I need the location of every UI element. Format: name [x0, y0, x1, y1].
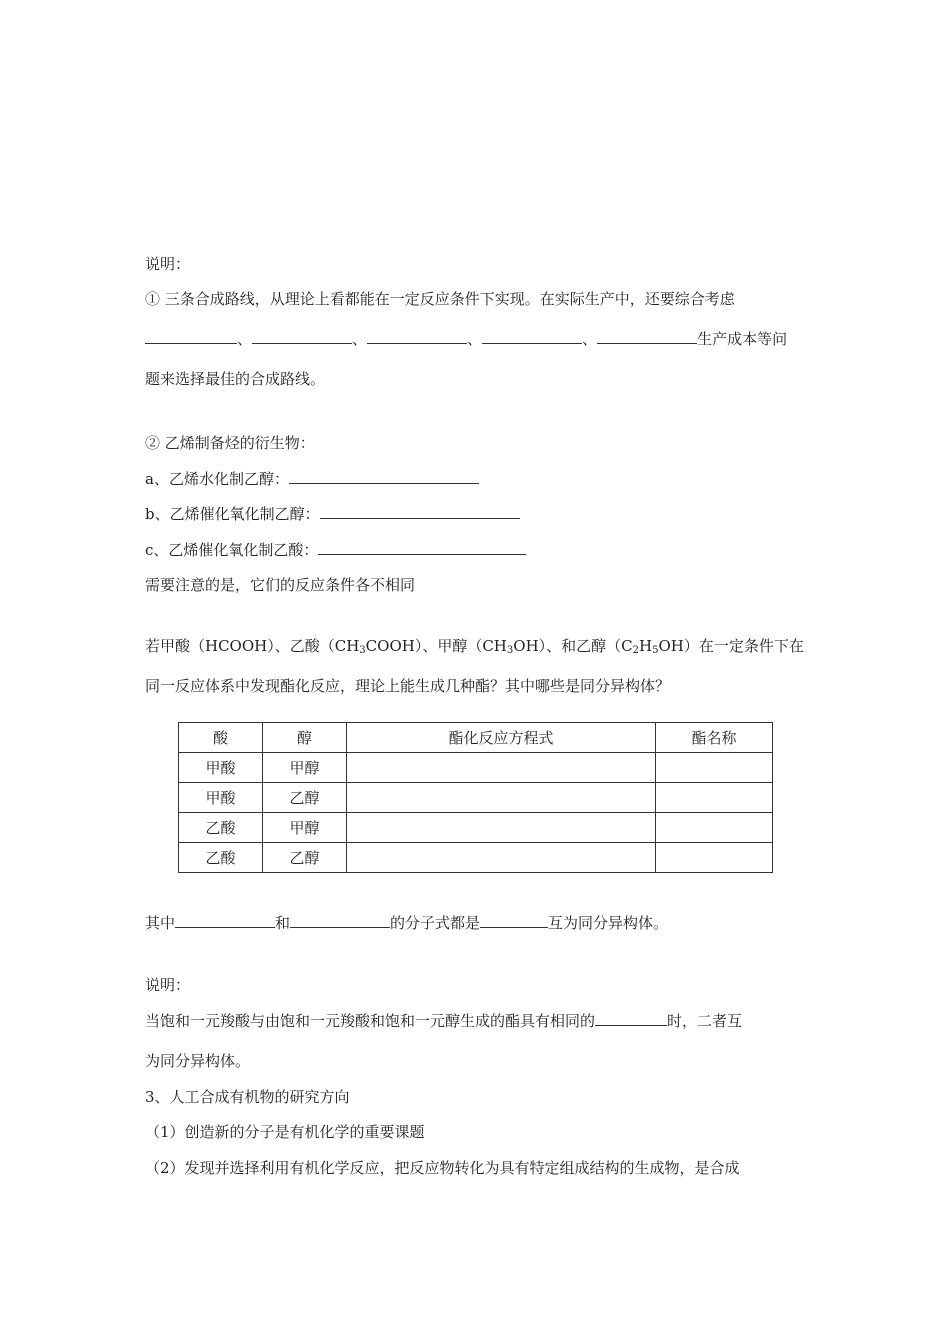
table-row — [179, 813, 773, 843]
blank-ester-2[interactable] — [290, 913, 390, 928]
blank-3[interactable] — [367, 329, 467, 344]
cell-acid: 乙酸 — [179, 843, 263, 873]
separator: 、 — [582, 330, 598, 348]
item1-tail: 生产成本等问 — [697, 330, 788, 348]
question-line1: 若甲酸（HCOOH）、乙酸$(CH_3COOH)$、甲醇$(CH_3OH)$、和乙醇$(C_2H_5OH)$在一定条件下在 — [145, 637, 804, 656]
blank-ester-1[interactable] — [175, 913, 275, 928]
header-alcohol: 醇 — [263, 723, 347, 753]
cell-acid: 甲酸 — [179, 783, 263, 813]
blank-formula[interactable] — [480, 913, 548, 928]
cell-equation[interactable] — [347, 813, 656, 843]
table-row — [179, 783, 773, 813]
cell-alcohol: 乙醇 — [263, 843, 347, 873]
cell-equation[interactable] — [347, 783, 656, 813]
note1-item1-line3: 题来选择最佳的合成路线。 — [145, 370, 326, 388]
cell-ester-name[interactable] — [656, 753, 773, 783]
isomer-line: 其中 和 的分子式都是 互为同分异构体。 — [145, 914, 669, 932]
cell-alcohol: 甲醇 — [263, 753, 347, 783]
cell-alcohol: 乙醇 — [263, 783, 347, 813]
separator: 、 — [352, 330, 368, 348]
cell-ester-name[interactable] — [656, 813, 773, 843]
cell-ester-name[interactable] — [656, 843, 773, 873]
derivatives-title: ② 乙烯制备烃的衍生物： — [145, 434, 315, 452]
note2-line1: 当饱和一元羧酸与由饱和一元羧酸和饱和一元醇生成的酯具有相同的 时，二者互 — [145, 1012, 743, 1030]
derivative-b: b、乙烯催化氧化制乙醇： — [145, 504, 520, 524]
derivatives-caution: 需要注意的是，它们的反应条件各不相同 — [145, 576, 416, 594]
header-equation: 酯化反应方程式 — [347, 723, 656, 753]
cell-equation[interactable] — [347, 753, 656, 783]
blank-b[interactable] — [320, 504, 520, 519]
note2-line2: 为同分异构体。 — [145, 1052, 251, 1070]
section3-item1: （1）创造新的分子是有机化学的重要课题 — [145, 1123, 425, 1141]
blank-c[interactable] — [318, 540, 526, 555]
note1-heading: 说明： — [145, 255, 191, 273]
cell-equation[interactable] — [347, 843, 656, 873]
table-header-row — [179, 723, 773, 753]
blank-5[interactable] — [597, 329, 697, 344]
table-row — [179, 843, 773, 873]
derivative-c: c、乙烯催化氧化制乙酸： — [145, 540, 526, 560]
blank-note2[interactable] — [595, 1011, 667, 1026]
table-row — [179, 753, 773, 783]
note1-item1-line2 — [145, 329, 787, 349]
header-acid: 酸 — [179, 723, 263, 753]
separator: 、 — [237, 330, 253, 348]
section3-item2: （2）发现并选择利用有机化学反应，把反应物转化为具有特定组成结构的生成物，是合成 — [145, 1159, 740, 1177]
blank-2[interactable] — [252, 329, 352, 344]
section3-title: 3、人工合成有机物的研究方向 — [145, 1088, 350, 1106]
cell-acid: 甲酸 — [179, 753, 263, 783]
separator: 、 — [467, 330, 483, 348]
cell-alcohol: 甲醇 — [263, 813, 347, 843]
note2-heading: 说明： — [145, 976, 191, 994]
blank-1[interactable] — [145, 329, 237, 344]
question-line2: 同一反应体系中发现酯化反应，理论上能生成几种酯？其中哪些是同分异构体？ — [145, 677, 671, 695]
header-ester-name: 酯名称 — [656, 723, 773, 753]
cell-ester-name[interactable] — [656, 783, 773, 813]
blank-4[interactable] — [482, 329, 582, 344]
note1-item1-line1: ① 三条合成路线，从理论上看都能在一定反应条件下实现。在实际生产中，还要综合考虑 — [145, 290, 735, 308]
derivative-a: a、乙烯水化制乙醇： — [145, 469, 479, 489]
blank-a[interactable] — [289, 469, 479, 484]
ester-table — [178, 722, 773, 873]
cell-acid: 乙酸 — [179, 813, 263, 843]
